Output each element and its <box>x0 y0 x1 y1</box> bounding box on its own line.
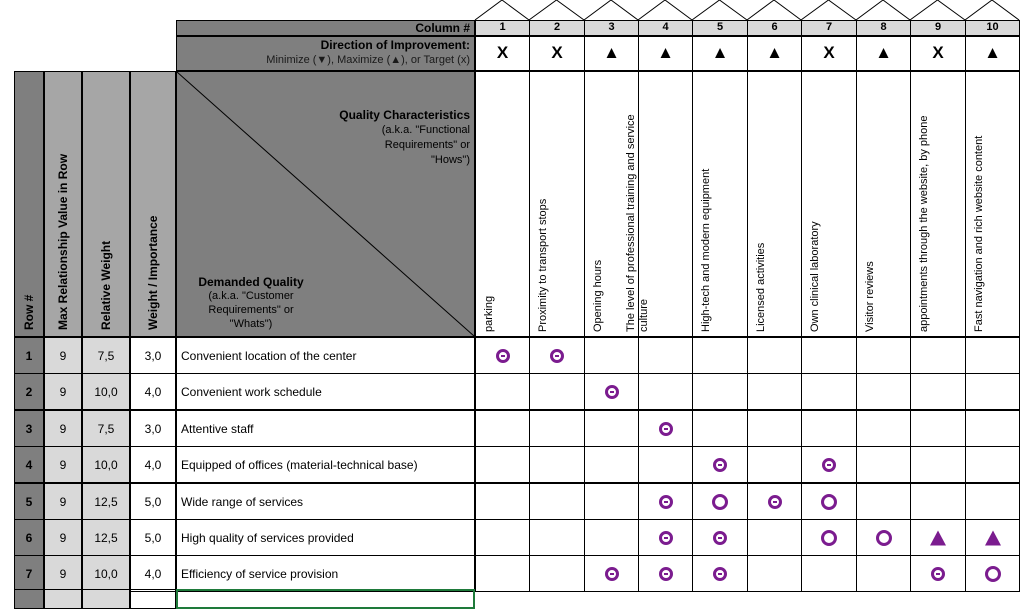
relationship-cell[interactable] <box>747 337 802 374</box>
relationship-cell[interactable] <box>910 519 966 556</box>
max-relationship-value: 9 <box>44 446 82 483</box>
relative-weight: 10,0 <box>82 446 130 483</box>
direction-of-improvement: X <box>910 36 966 71</box>
weak-relationship-icon <box>985 530 1001 545</box>
demanded-quality: High quality of services provided <box>176 519 475 556</box>
column-number-header <box>176 20 475 36</box>
quality-characteristic-label: parking <box>483 295 495 332</box>
relationship-cell[interactable] <box>692 555 748 592</box>
strong-relationship-icon <box>605 567 619 581</box>
demanded-quality: Convenient location of the center <box>176 337 475 374</box>
max-relationship-header <box>44 71 82 337</box>
relationship-cell[interactable] <box>747 373 802 410</box>
demanded-quality: Attentive staff <box>176 410 475 447</box>
demanded-quality-line1: (a.k.a. "Customer <box>208 290 294 302</box>
relationship-cell[interactable] <box>910 337 966 374</box>
weight-importance: 4,0 <box>130 555 176 592</box>
relationship-cell[interactable] <box>584 410 639 447</box>
medium-relationship-icon <box>985 566 1001 582</box>
max-relationship-value: 9 <box>44 410 82 447</box>
max-relationship-value: 9 <box>44 519 82 556</box>
demanded-quality: Wide range of services <box>176 483 475 520</box>
relative-weight: 10,0 <box>82 555 130 592</box>
weight-importance-label: Weight / Importance <box>146 215 160 330</box>
relationship-cell[interactable] <box>747 555 802 592</box>
relationship-cell[interactable] <box>801 337 857 374</box>
weight-importance-header <box>130 71 176 337</box>
relationship-cell[interactable] <box>584 483 639 520</box>
relationship-cell[interactable] <box>801 373 857 410</box>
max-relationship-label: Max Relationship Value in Row <box>56 153 70 330</box>
relative-weight: 7,5 <box>82 410 130 447</box>
relationship-cell[interactable] <box>638 555 693 592</box>
quality-characteristic-header <box>475 71 530 337</box>
relationship-cell[interactable] <box>584 373 639 410</box>
relationship-cell[interactable] <box>801 410 857 447</box>
medium-relationship-icon <box>821 530 837 546</box>
strong-relationship-icon <box>713 531 727 545</box>
row-number: 5 <box>14 483 44 520</box>
relationship-cell[interactable] <box>965 373 1020 410</box>
relationship-cell[interactable] <box>638 483 693 520</box>
medium-relationship-icon <box>821 494 837 510</box>
relationship-cell[interactable] <box>747 483 802 520</box>
quality-characteristic-label: High-tech and modern equipment <box>700 168 712 332</box>
column-number: 8 <box>856 20 911 36</box>
quality-characteristics-block <box>339 108 470 168</box>
direction-of-improvement: X <box>801 36 857 71</box>
quality-characteristic-label: Opening hours <box>592 259 604 332</box>
relationship-cell[interactable] <box>584 519 639 556</box>
relative-weight: 7,5 <box>82 337 130 374</box>
direction-of-improvement: ▲ <box>638 36 693 71</box>
demanded-quality-line3: "Whats") <box>229 318 273 330</box>
partial-row-rel <box>82 589 130 609</box>
relationship-cell[interactable] <box>638 410 693 447</box>
weight-importance: 3,0 <box>130 337 176 374</box>
max-relationship-value: 9 <box>44 373 82 410</box>
relationship-cell[interactable] <box>529 410 585 447</box>
quality-characteristic-header <box>625 71 693 337</box>
relationship-cell[interactable] <box>475 555 530 592</box>
demanded-quality-title: Demanded Quality <box>198 275 304 289</box>
relationship-cell[interactable] <box>801 519 857 556</box>
direction-of-improvement: ▲ <box>965 36 1020 71</box>
row-number: 2 <box>14 373 44 410</box>
column-number: 4 <box>638 20 693 36</box>
relationship-cell[interactable] <box>965 555 1020 592</box>
relationship-cell[interactable] <box>692 446 748 483</box>
relationship-cell[interactable] <box>856 410 911 447</box>
row-number: 6 <box>14 519 44 556</box>
column-number: 1 <box>475 20 530 36</box>
strong-relationship-icon <box>605 385 619 399</box>
relationship-cell[interactable] <box>747 446 802 483</box>
strong-relationship-icon <box>659 567 673 581</box>
direction-of-improvement: ▲ <box>747 36 802 71</box>
relative-weight: 12,5 <box>82 483 130 520</box>
strong-relationship-icon <box>713 567 727 581</box>
medium-relationship-icon <box>876 530 892 546</box>
column-number: 2 <box>529 20 585 36</box>
relationship-cell[interactable] <box>638 519 693 556</box>
relationship-cell[interactable] <box>692 410 748 447</box>
correlation-roof <box>475 0 1028 20</box>
quality-characteristic-label: Fast navigation and rich website content <box>973 135 985 332</box>
quality-characteristic-label: The level of professional training and service culture <box>625 114 650 332</box>
strong-relationship-icon <box>931 567 945 581</box>
strong-relationship-icon <box>768 495 782 509</box>
partial-row-weight <box>130 589 176 609</box>
strong-relationship-icon <box>713 458 727 472</box>
relationship-cell[interactable] <box>529 373 585 410</box>
demanded-quality: Convenient work schedule <box>176 373 475 410</box>
relationship-cell[interactable] <box>692 519 748 556</box>
relative-weight-label: Relative Weight <box>99 240 113 330</box>
column-number: 6 <box>747 20 802 36</box>
row-number: 3 <box>14 410 44 447</box>
column-label: Column # <box>415 21 470 35</box>
direction-label: Direction of Improvement: <box>320 38 470 52</box>
diagonal-header <box>176 71 475 337</box>
strong-relationship-icon <box>659 531 673 545</box>
relationship-cell[interactable] <box>475 483 530 520</box>
strong-relationship-icon <box>659 495 673 509</box>
relative-weight: 12,5 <box>82 519 130 556</box>
quality-characteristic-header <box>856 71 911 337</box>
relationship-cell[interactable] <box>747 410 802 447</box>
relationship-cell[interactable] <box>856 483 911 520</box>
relationship-cell[interactable] <box>965 446 1020 483</box>
relationship-cell[interactable] <box>529 555 585 592</box>
direction-header <box>176 36 475 71</box>
relationship-cell[interactable] <box>475 446 530 483</box>
direction-of-improvement: X <box>529 36 585 71</box>
quality-characteristics-title: Quality Characteristics <box>339 108 470 122</box>
relative-weight: 10,0 <box>82 373 130 410</box>
relationship-cell[interactable] <box>856 519 911 556</box>
relationship-cell[interactable] <box>475 519 530 556</box>
relationship-cell[interactable] <box>692 337 748 374</box>
relationship-cell[interactable] <box>856 446 911 483</box>
relationship-cell[interactable] <box>638 337 693 374</box>
relationship-cell[interactable] <box>584 555 639 592</box>
quality-characteristics-line1: (a.k.a. "Functional <box>381 124 470 136</box>
max-relationship-value: 9 <box>44 555 82 592</box>
relationship-cell[interactable] <box>475 373 530 410</box>
demanded-quality-block <box>191 275 311 331</box>
relationship-cell[interactable] <box>529 337 585 374</box>
relationship-cell[interactable] <box>801 555 857 592</box>
relationship-cell[interactable] <box>584 337 639 374</box>
relationship-cell[interactable] <box>856 337 911 374</box>
relationship-cell[interactable] <box>692 373 748 410</box>
quality-characteristic-header <box>910 71 966 337</box>
max-relationship-value: 9 <box>44 483 82 520</box>
relationship-cell[interactable] <box>692 483 748 520</box>
row-number: 4 <box>14 446 44 483</box>
quality-characteristics-line2: Requirements" or <box>384 139 470 151</box>
medium-relationship-icon <box>712 494 728 510</box>
relationship-cell[interactable] <box>801 483 857 520</box>
relationship-cell[interactable] <box>638 373 693 410</box>
quality-characteristic-header <box>692 71 748 337</box>
relationship-cell[interactable] <box>910 555 966 592</box>
column-number: 3 <box>584 20 639 36</box>
selected-cell[interactable] <box>176 589 475 609</box>
relationship-cell[interactable] <box>638 446 693 483</box>
demanded-quality: Efficiency of service provision <box>176 555 475 592</box>
direction-of-improvement: ▲ <box>692 36 748 71</box>
weak-relationship-icon <box>930 530 946 545</box>
relationship-cell[interactable] <box>747 519 802 556</box>
direction-of-improvement: X <box>475 36 530 71</box>
weight-importance: 3,0 <box>130 410 176 447</box>
relationship-cell[interactable] <box>910 373 966 410</box>
row-number-label: Row # <box>22 294 36 330</box>
weight-importance: 5,0 <box>130 483 176 520</box>
relationship-cell[interactable] <box>856 555 911 592</box>
weight-importance: 4,0 <box>130 373 176 410</box>
relationship-cell[interactable] <box>965 337 1020 374</box>
strong-relationship-icon <box>659 422 673 436</box>
quality-characteristic-header <box>965 71 1020 337</box>
quality-characteristic-header <box>747 71 802 337</box>
relationship-cell[interactable] <box>910 446 966 483</box>
direction-of-improvement: ▲ <box>584 36 639 71</box>
partial-row-max <box>44 589 82 609</box>
quality-characteristic-label: Licensed activities <box>755 242 767 332</box>
relationship-cell[interactable] <box>910 483 966 520</box>
strong-relationship-icon <box>496 349 510 363</box>
quality-characteristic-label: Visitor reviews <box>864 261 876 332</box>
relationship-cell[interactable] <box>584 446 639 483</box>
row-number-header <box>14 71 44 337</box>
relationship-cell[interactable] <box>910 410 966 447</box>
column-number: 10 <box>965 20 1020 36</box>
quality-characteristic-label: appointments through the website, by phone <box>918 115 930 332</box>
demanded-quality: Equipped of offices (material-technical base) <box>176 446 475 483</box>
relationship-cell[interactable] <box>475 337 530 374</box>
relationship-cell[interactable] <box>529 446 585 483</box>
quality-characteristics-line3: "Hows") <box>431 154 470 166</box>
demanded-quality-line2: Requirements" or <box>208 304 294 316</box>
relationship-cell[interactable] <box>801 446 857 483</box>
column-number: 9 <box>910 20 966 36</box>
relationship-cell[interactable] <box>529 483 585 520</box>
strong-relationship-icon <box>550 349 564 363</box>
relationship-cell[interactable] <box>856 373 911 410</box>
quality-characteristic-header <box>529 71 585 337</box>
relationship-cell[interactable] <box>475 410 530 447</box>
max-relationship-value: 9 <box>44 337 82 374</box>
row-number: 7 <box>14 555 44 592</box>
relationship-cell[interactable] <box>529 519 585 556</box>
weight-importance: 5,0 <box>130 519 176 556</box>
quality-characteristic-header <box>801 71 857 337</box>
direction-legend: Minimize (▼), Maximize (▲), or Target (x) <box>266 54 470 66</box>
strong-relationship-icon <box>822 458 836 472</box>
direction-of-improvement: ▲ <box>856 36 911 71</box>
partial-row-number <box>14 589 44 609</box>
quality-characteristic-label: Own clinical laboratory <box>809 221 821 332</box>
relative-weight-header <box>82 71 130 337</box>
relationship-cell[interactable] <box>965 483 1020 520</box>
relationship-cell[interactable] <box>965 519 1020 556</box>
column-number: 5 <box>692 20 748 36</box>
weight-importance: 4,0 <box>130 446 176 483</box>
row-number: 1 <box>14 337 44 374</box>
relationship-cell[interactable] <box>965 410 1020 447</box>
quality-characteristic-label: Proximity to transport stops <box>537 198 549 332</box>
column-number: 7 <box>801 20 857 36</box>
